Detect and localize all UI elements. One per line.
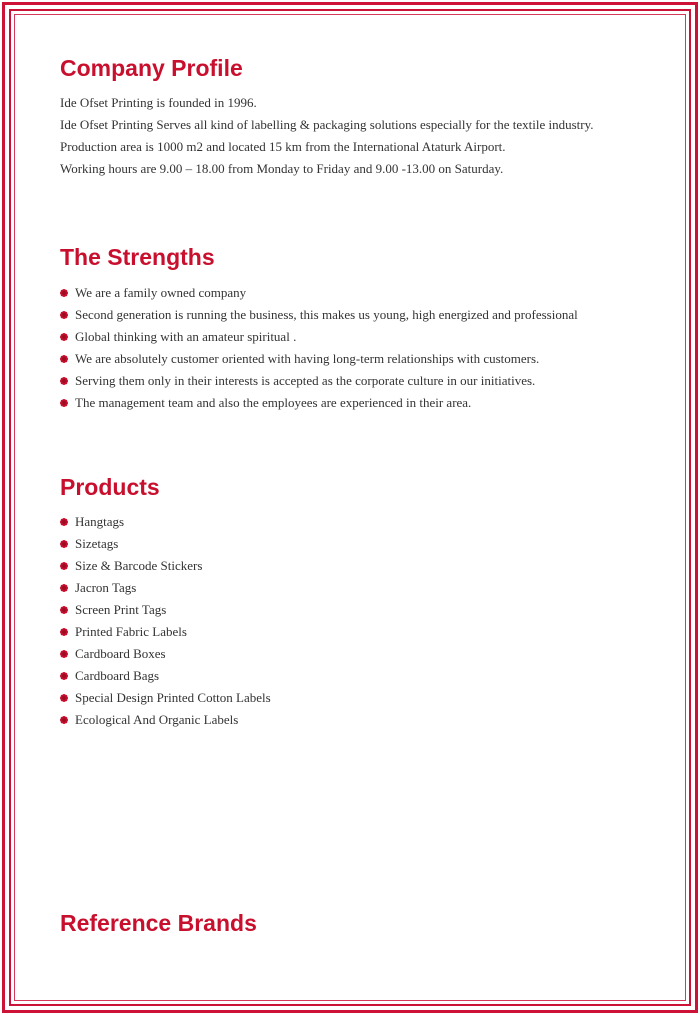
red-flower-bullet-icon bbox=[60, 518, 68, 526]
strength-item: Serving them only in their interests is accepted as the corporate culture in our initiatives. bbox=[60, 370, 578, 392]
red-flower-bullet-icon bbox=[60, 355, 68, 363]
red-flower-bullet-icon bbox=[60, 289, 68, 297]
red-flower-bullet-icon bbox=[60, 650, 68, 658]
red-flower-bullet-icon bbox=[60, 377, 68, 385]
reference-brands-heading: Reference Brands bbox=[60, 910, 257, 936]
red-flower-bullet-icon bbox=[60, 333, 68, 341]
product-item: Sizetags bbox=[60, 533, 271, 555]
strength-item: The management team and also the employees are experienced in their area. bbox=[60, 392, 578, 414]
company-profile-heading: Company Profile bbox=[60, 55, 243, 81]
red-flower-bullet-icon bbox=[60, 694, 68, 702]
red-flower-bullet-icon bbox=[60, 606, 68, 614]
red-flower-bullet-icon bbox=[60, 628, 68, 636]
strengths-list bbox=[60, 282, 578, 414]
profile-line: Ide Ofset Printing is founded in 1996. bbox=[60, 95, 257, 110]
product-item: Special Design Printed Cotton Labels bbox=[60, 687, 271, 709]
product-item: Cardboard Bags bbox=[60, 665, 271, 687]
strength-item: Second generation is running the business, this makes us young, high energized and professional bbox=[60, 304, 578, 326]
strength-item: We are a family owned company bbox=[60, 282, 578, 304]
strengths-heading: The Strengths bbox=[60, 244, 215, 270]
red-flower-bullet-icon bbox=[60, 672, 68, 680]
profile-line: Working hours are 9.00 – 18.00 from Monday to Friday and 9.00 -13.00 on Saturday. bbox=[60, 161, 504, 176]
strength-item: We are absolutely customer oriented with having long-term relationships with customers. bbox=[60, 348, 578, 370]
company-profile-text bbox=[60, 92, 594, 180]
product-item: Ecological And Organic Labels bbox=[60, 709, 271, 731]
product-item: Size & Barcode Stickers bbox=[60, 555, 271, 577]
product-item: Jacron Tags bbox=[60, 577, 271, 599]
red-flower-bullet-icon bbox=[60, 540, 68, 548]
products-list bbox=[60, 511, 271, 731]
red-flower-bullet-icon bbox=[60, 311, 68, 319]
profile-line: Ide Ofset Printing Serves all kind of labelling & packaging solutions especially for the textile industry. bbox=[60, 117, 594, 132]
red-flower-bullet-icon bbox=[60, 584, 68, 592]
product-item: Cardboard Boxes bbox=[60, 643, 271, 665]
products-heading: Products bbox=[60, 474, 160, 500]
product-item: Hangtags bbox=[60, 511, 271, 533]
red-flower-bullet-icon bbox=[60, 716, 68, 724]
product-item: Screen Print Tags bbox=[60, 599, 271, 621]
strength-item: Global thinking with an amateur spiritual . bbox=[60, 326, 578, 348]
red-flower-bullet-icon bbox=[60, 399, 68, 407]
red-flower-bullet-icon bbox=[60, 562, 68, 570]
product-item: Printed Fabric Labels bbox=[60, 621, 271, 643]
profile-line: Production area is 1000 m2 and located 15 km from the International Ataturk Airport. bbox=[60, 139, 506, 154]
